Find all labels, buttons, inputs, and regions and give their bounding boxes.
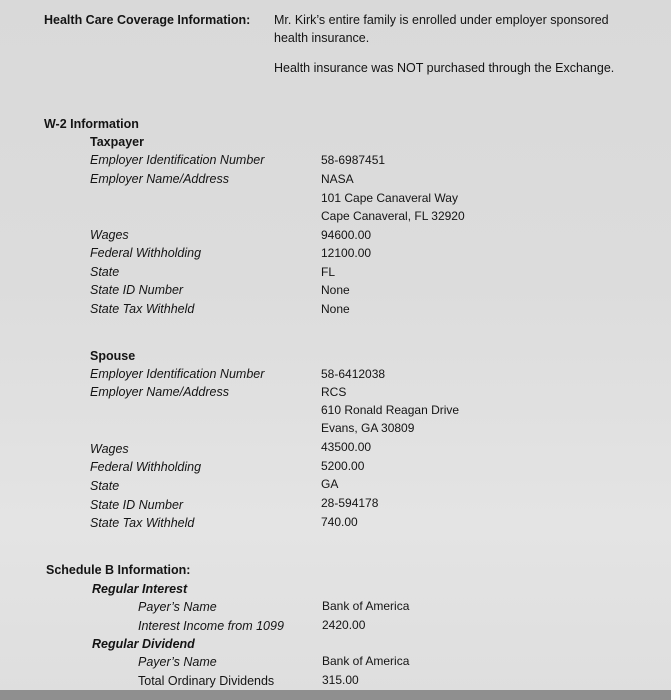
spouse-employer-name: RCS xyxy=(321,385,347,399)
taxpayer-federal-label: Federal Withholding xyxy=(90,246,202,260)
taxpayer-heading: Taxpayer xyxy=(90,135,144,149)
interest-payer-label: Payer’s Name xyxy=(138,600,217,614)
dividend-payer-label: Payer’s Name xyxy=(138,655,217,669)
spouse-wages-value: 43500.00 xyxy=(321,440,372,454)
taxpayer-ein-value: 58-6987451 xyxy=(321,153,386,167)
health-care-text-line1: Mr. Kirk’s entire family is enrolled under employer sponsored xyxy=(274,13,609,27)
taxpayer-state-label: State xyxy=(90,265,120,279)
spouse-state-label: State xyxy=(90,479,120,493)
spouse-employer-address1: 610 Ronald Reagan Drive xyxy=(321,403,460,417)
spouse-employer-address2: Evans, GA 30809 xyxy=(321,421,415,435)
taxpayer-stateid-label: State ID Number xyxy=(90,283,184,297)
spouse-employer-label: Employer Name/Address xyxy=(90,385,229,399)
taxpayer-federal-value: 12100.00 xyxy=(321,246,372,260)
taxpayer-employer-address2: Cape Canaveral, FL 32920 xyxy=(321,209,465,223)
spouse-wages-label: Wages xyxy=(90,442,129,456)
health-care-label: Health Care Coverage Information: xyxy=(44,13,251,27)
taxpayer-employer-label: Employer Name/Address xyxy=(90,172,229,186)
interest-payer-value: Bank of America xyxy=(322,599,410,613)
spouse-statetax-label: State Tax Withheld xyxy=(90,516,195,530)
exchange-note: Health insurance was NOT purchased through the Exchange. xyxy=(274,61,615,75)
taxpayer-statetax-label: State Tax Withheld xyxy=(90,302,195,316)
interest-income-value: 2420.00 xyxy=(322,618,366,632)
interest-income-label: Interest Income from 1099 xyxy=(138,619,284,633)
taxpayer-statetax-value: None xyxy=(321,302,350,316)
spouse-federal-label: Federal Withholding xyxy=(90,460,202,474)
regular-interest-heading: Regular Interest xyxy=(92,582,188,596)
spouse-stateid-label: State ID Number xyxy=(90,498,184,512)
spouse-federal-value: 5200.00 xyxy=(321,459,365,473)
regular-dividend-heading: Regular Dividend xyxy=(92,637,195,651)
spouse-statetax-value: 740.00 xyxy=(321,515,358,529)
spouse-heading: Spouse xyxy=(90,349,136,363)
taxpayer-wages-label: Wages xyxy=(90,228,129,242)
spouse-stateid-value: 28-594178 xyxy=(321,496,379,510)
taxpayer-employer-name: NASA xyxy=(321,172,354,186)
taxpayer-wages-value: 94600.00 xyxy=(321,228,372,242)
taxpayer-state-value: FL xyxy=(321,265,336,279)
dividend-payer-value: Bank of America xyxy=(322,654,410,668)
spouse-ein-label: Employer Identification Number xyxy=(90,367,265,381)
w2-heading: W-2 Information xyxy=(44,117,139,131)
dividend-total-value: 315.00 xyxy=(322,673,359,687)
taxpayer-ein-label: Employer Identification Number xyxy=(90,153,265,167)
spouse-state-value: GA xyxy=(321,477,339,491)
dividend-total-label: Total Ordinary Dividends xyxy=(138,674,275,688)
spouse-ein-value: 58-6412038 xyxy=(321,367,386,381)
taxpayer-employer-address1: 101 Cape Canaveral Way xyxy=(321,191,458,205)
taxpayer-stateid-value: None xyxy=(321,283,350,297)
bottom-edge-strip xyxy=(0,690,671,700)
health-care-text-line2: health insurance. xyxy=(274,31,370,45)
schedule-b-heading: Schedule B Information: xyxy=(46,563,191,577)
